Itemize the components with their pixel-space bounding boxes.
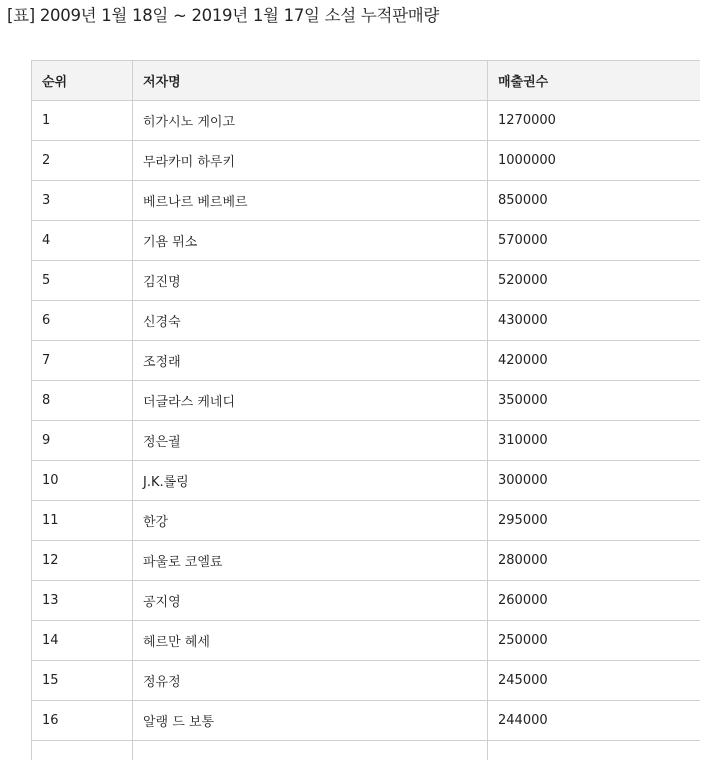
table-row bbox=[32, 541, 701, 581]
table-row bbox=[32, 221, 701, 261]
cell-rank: 3 bbox=[32, 181, 133, 221]
cell-rank: 4 bbox=[32, 221, 133, 261]
cell-rank: 7 bbox=[32, 341, 133, 381]
table-row bbox=[32, 381, 701, 421]
cell-rank: 11 bbox=[32, 501, 133, 541]
table-body bbox=[32, 101, 701, 760]
cell-sales: 430000 bbox=[488, 301, 701, 341]
cell-author: 히가시노 게이고 bbox=[133, 101, 488, 141]
header-rank: 순위 bbox=[32, 61, 133, 101]
cell-author bbox=[133, 741, 488, 760]
cell-author: 신경숙 bbox=[133, 301, 488, 341]
cell-sales: 245000 bbox=[488, 661, 701, 701]
cell-rank: 16 bbox=[32, 701, 133, 741]
cell-sales: 1270000 bbox=[488, 101, 701, 141]
table-row bbox=[32, 581, 701, 621]
cell-sales: 570000 bbox=[488, 221, 701, 261]
cell-rank: 2 bbox=[32, 141, 133, 181]
cell-sales: 420000 bbox=[488, 341, 701, 381]
cell-author: 파울로 코엘료 bbox=[133, 541, 488, 581]
cell-author: 알랭 드 보통 bbox=[133, 701, 488, 741]
cell-rank: 15 bbox=[32, 661, 133, 701]
cell-sales: 1000000 bbox=[488, 141, 701, 181]
cell-sales: 244000 bbox=[488, 701, 701, 741]
table-row bbox=[32, 661, 701, 701]
cell-rank: 10 bbox=[32, 461, 133, 501]
header-sales: 매출권수 bbox=[488, 61, 701, 101]
table-row bbox=[32, 741, 701, 760]
cell-author: 베르나르 베르베르 bbox=[133, 181, 488, 221]
cell-rank: 9 bbox=[32, 421, 133, 461]
table-row bbox=[32, 501, 701, 541]
cell-sales: 260000 bbox=[488, 581, 701, 621]
table-row bbox=[32, 461, 701, 501]
cell-sales bbox=[488, 741, 701, 760]
table-row bbox=[32, 181, 701, 221]
header-author: 저자명 bbox=[133, 61, 488, 101]
cell-author: 기욤 뮈소 bbox=[133, 221, 488, 261]
table-row bbox=[32, 621, 701, 661]
cell-sales: 350000 bbox=[488, 381, 701, 421]
cell-rank: 8 bbox=[32, 381, 133, 421]
cell-sales: 850000 bbox=[488, 181, 701, 221]
table-row bbox=[32, 341, 701, 381]
cell-author: 더글라스 케네디 bbox=[133, 381, 488, 421]
cell-author: J.K.롤링 bbox=[133, 461, 488, 501]
cell-sales: 280000 bbox=[488, 541, 701, 581]
cell-rank: 1 bbox=[32, 101, 133, 141]
cell-author: 헤르만 헤세 bbox=[133, 621, 488, 661]
cell-author: 조정래 bbox=[133, 341, 488, 381]
cell-author: 공지영 bbox=[133, 581, 488, 621]
table-row bbox=[32, 141, 701, 181]
sales-table bbox=[31, 60, 700, 760]
cell-author: 정유정 bbox=[133, 661, 488, 701]
cell-author: 무라카미 하루키 bbox=[133, 141, 488, 181]
cell-author: 한강 bbox=[133, 501, 488, 541]
table-caption: [표] 2009년 1월 18일 ~ 2019년 1월 17일 소설 누적판매량 bbox=[7, 4, 439, 28]
table-row bbox=[32, 301, 701, 341]
cell-sales: 520000 bbox=[488, 261, 701, 301]
cell-sales: 300000 bbox=[488, 461, 701, 501]
table-row bbox=[32, 701, 701, 741]
cell-sales: 250000 bbox=[488, 621, 701, 661]
cell-rank: 14 bbox=[32, 621, 133, 661]
cell-rank: 5 bbox=[32, 261, 133, 301]
cell-rank bbox=[32, 741, 133, 760]
cell-author: 김진명 bbox=[133, 261, 488, 301]
cell-author: 정은궐 bbox=[133, 421, 488, 461]
cell-sales: 295000 bbox=[488, 501, 701, 541]
header-row bbox=[32, 61, 701, 101]
table-row bbox=[32, 101, 701, 141]
cell-sales: 310000 bbox=[488, 421, 701, 461]
sales-table-container bbox=[31, 60, 700, 760]
cell-rank: 13 bbox=[32, 581, 133, 621]
table-row bbox=[32, 421, 701, 461]
table-header bbox=[32, 61, 701, 101]
table-row bbox=[32, 261, 701, 301]
cell-rank: 6 bbox=[32, 301, 133, 341]
cell-rank: 12 bbox=[32, 541, 133, 581]
